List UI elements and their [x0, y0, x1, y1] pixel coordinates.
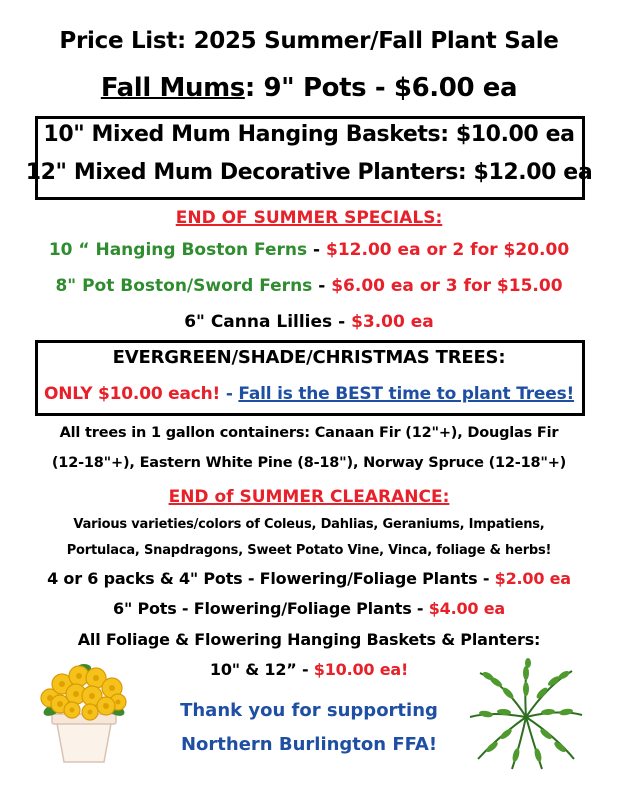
- special-sep: -: [307, 240, 327, 260]
- clearance-varieties-line-2: Portulaca, Snapdragons, Sweet Potato Vine, Vinca, foliage & herbs!: [66, 543, 552, 558]
- special-price: $6.00 ea or 3 for $15.00: [331, 276, 563, 296]
- special-sep: -: [332, 312, 352, 332]
- trees-detail-line-2: (12-18"+), Eastern White Pine (8-18"), Norway Spruce (12-18"+): [51, 455, 567, 471]
- trees-heading: EVERGREEN/SHADE/CHRISTMAS TREES:: [112, 347, 506, 368]
- special-price: $12.00 ea or 2 for $20.00: [326, 240, 570, 260]
- clearance-item-sep: -: [477, 569, 495, 588]
- trees-detail-line-1: All trees in 1 gallon containers: Canaan Fir (12"+), Douglas Fir: [59, 425, 559, 441]
- thank-you-line: Thank you for supporting: [180, 700, 438, 721]
- special-name: 8" Pot Boston/Sword Ferns: [55, 276, 313, 296]
- fall-mums-price: : 9" Pots - $6.00 ea: [244, 73, 518, 103]
- fall-mums-line: [0, 73, 618, 103]
- baskets-size: 10" & 12”: [209, 660, 297, 679]
- clearance-item-price: $2.00 ea: [494, 569, 571, 588]
- mum-baskets-line: 10" Mixed Mum Hanging Baskets: $10.00 ea: [43, 122, 575, 147]
- trees-sep: -: [220, 384, 239, 404]
- clearance-packs-line: [0, 569, 618, 588]
- trees-tip: Fall is the BEST time to plant Trees!: [238, 384, 575, 404]
- summer-specials-heading: END OF SUMMER SPECIALS:: [175, 208, 443, 228]
- special-pot-ferns: [0, 276, 618, 296]
- clearance-baskets-line: All Foliage & Flowering Hanging Baskets & Planters:: [77, 630, 541, 649]
- special-sep: -: [312, 276, 332, 296]
- mum-planters-line: 12" Mixed Mum Decorative Planters: $12.00 ea: [25, 160, 593, 185]
- clearance-item-name: 4 or 6 packs & 4" Pots - Flowering/Foliage Plants: [47, 569, 478, 588]
- clearance-item-sep: -: [411, 599, 429, 618]
- fall-mums-label: Fall Mums: [100, 73, 245, 103]
- special-name: 6" Canna Lillies: [184, 312, 333, 332]
- baskets-price: $10.00 ea!: [313, 660, 409, 679]
- clearance-heading: END of SUMMER CLEARANCE:: [168, 487, 450, 507]
- special-hanging-ferns: [0, 240, 618, 260]
- special-canna-lillies: [0, 312, 618, 332]
- clearance-varieties-line-1: Various varieties/colors of Coleus, Dahlias, Geraniums, Impatiens,: [73, 517, 545, 532]
- clearance-item-name: 6" Pots - Flowering/Foliage Plants: [113, 599, 412, 618]
- trees-price: ONLY $10.00 each!: [43, 384, 221, 404]
- page-title: Price List: 2025 Summer/Fall Plant Sale: [59, 28, 559, 54]
- yellow-mum-pot-icon: [32, 660, 136, 766]
- clearance-item-price: $4.00 ea: [428, 599, 505, 618]
- baskets-sep: -: [296, 660, 314, 679]
- ffa-line: Northern Burlington FFA!: [180, 734, 438, 755]
- special-price: $3.00 ea: [351, 312, 434, 332]
- clearance-pots-line: [0, 599, 618, 618]
- fern-icon: [466, 655, 586, 773]
- special-name: 10 “ Hanging Boston Ferns: [48, 240, 308, 260]
- trees-price-line: [0, 384, 618, 404]
